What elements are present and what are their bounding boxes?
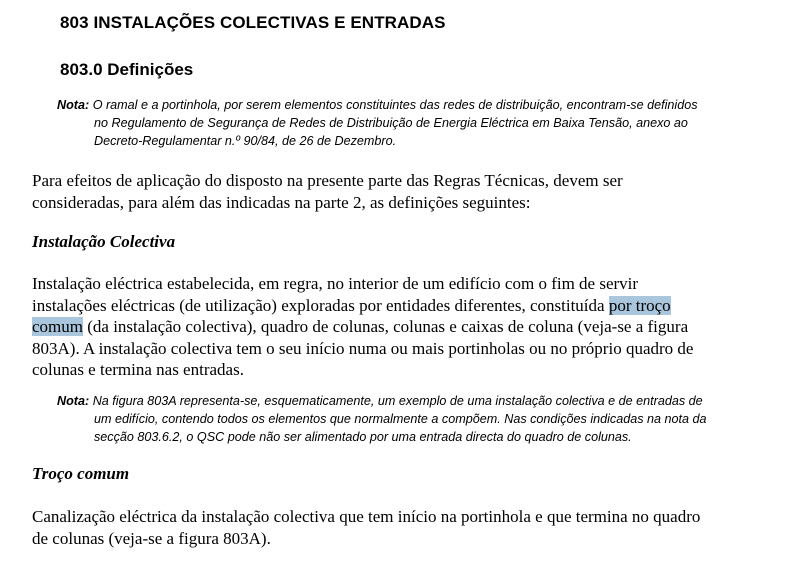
note-line: secção 803.6.2, o QSC pode não ser alimentado por uma entrada directa do quadro de colunas. [94, 430, 632, 444]
term-heading-instalacao-colectiva: Instalação Colectiva [32, 232, 176, 251]
note-line: Decreto-Regulamentar n.º 90/84, de 26 de Dezembro. [94, 134, 397, 148]
paragraph-line: Instalação eléctrica estabelecida, em regra, no interior de um edifício com o fim de servir [32, 274, 639, 293]
text-selection-highlight[interactable]: por troço [608, 295, 671, 315]
note-text: O ramal e a portinhola, por serem elementos constituintes das redes de distribuição, encontram-se definidos [92, 98, 698, 112]
note-label: Nota: [57, 98, 90, 112]
intro-paragraph [32, 170, 623, 213]
paragraph-line [32, 316, 693, 338]
note-definitions [57, 96, 698, 150]
note-line: no Regulamento de Segurança de Redes de Distribuição de Energia Eléctrica em Baixa Tensão, anexo ao [94, 116, 688, 130]
note-line [57, 392, 707, 410]
paragraph-line: colunas e termina nas entradas. [32, 360, 244, 379]
section-title: 803 INSTALAÇÕES COLECTIVAS E ENTRADAS [60, 13, 446, 32]
paragraph-line: 803A). A instalação colectiva tem o seu início numa ou mais portinholas ou no próprio quadro de [32, 338, 694, 358]
paragraph-text: (da instalação colectiva), quadro de colunas, colunas e caixas de coluna (veja-se a figura [87, 317, 689, 336]
paragraph-line: consideradas, para além das indicadas na parte 2, as definições seguintes: [32, 192, 531, 212]
term-heading-troco-comum: Troço comum [32, 464, 130, 483]
subsection-title: 803.0 Definições [60, 60, 194, 79]
definition-instalacao-colectiva [32, 273, 693, 381]
note-text: Na figura 803A representa-se, esquematicamente, um exemplo de uma instalação colectiva e de entradas de [92, 394, 703, 408]
note-line: um edifício, contendo todos os elementos que normalmente a compõem. Nas condições indicadas na nota da [94, 412, 707, 426]
note-figure-803a [57, 392, 707, 446]
paragraph-text: instalações eléctricas (de utilização) exploradas por entidades diferentes, constituída [32, 295, 609, 315]
note-label: Nota: [57, 394, 90, 408]
text-selection-highlight[interactable]: comum [32, 317, 83, 336]
paragraph-line: Canalização eléctrica da instalação colectiva que tem início na portinhola e que termina no quadro [32, 507, 701, 526]
definition-troco-comum [32, 506, 700, 549]
paragraph-line: Para efeitos de aplicação do disposto na presente parte das Regras Técnicas, devem ser [32, 171, 623, 190]
paragraph-line: de colunas (veja-se a figura 803A). [32, 528, 271, 548]
note-line [57, 96, 698, 114]
paragraph-line [32, 295, 693, 317]
